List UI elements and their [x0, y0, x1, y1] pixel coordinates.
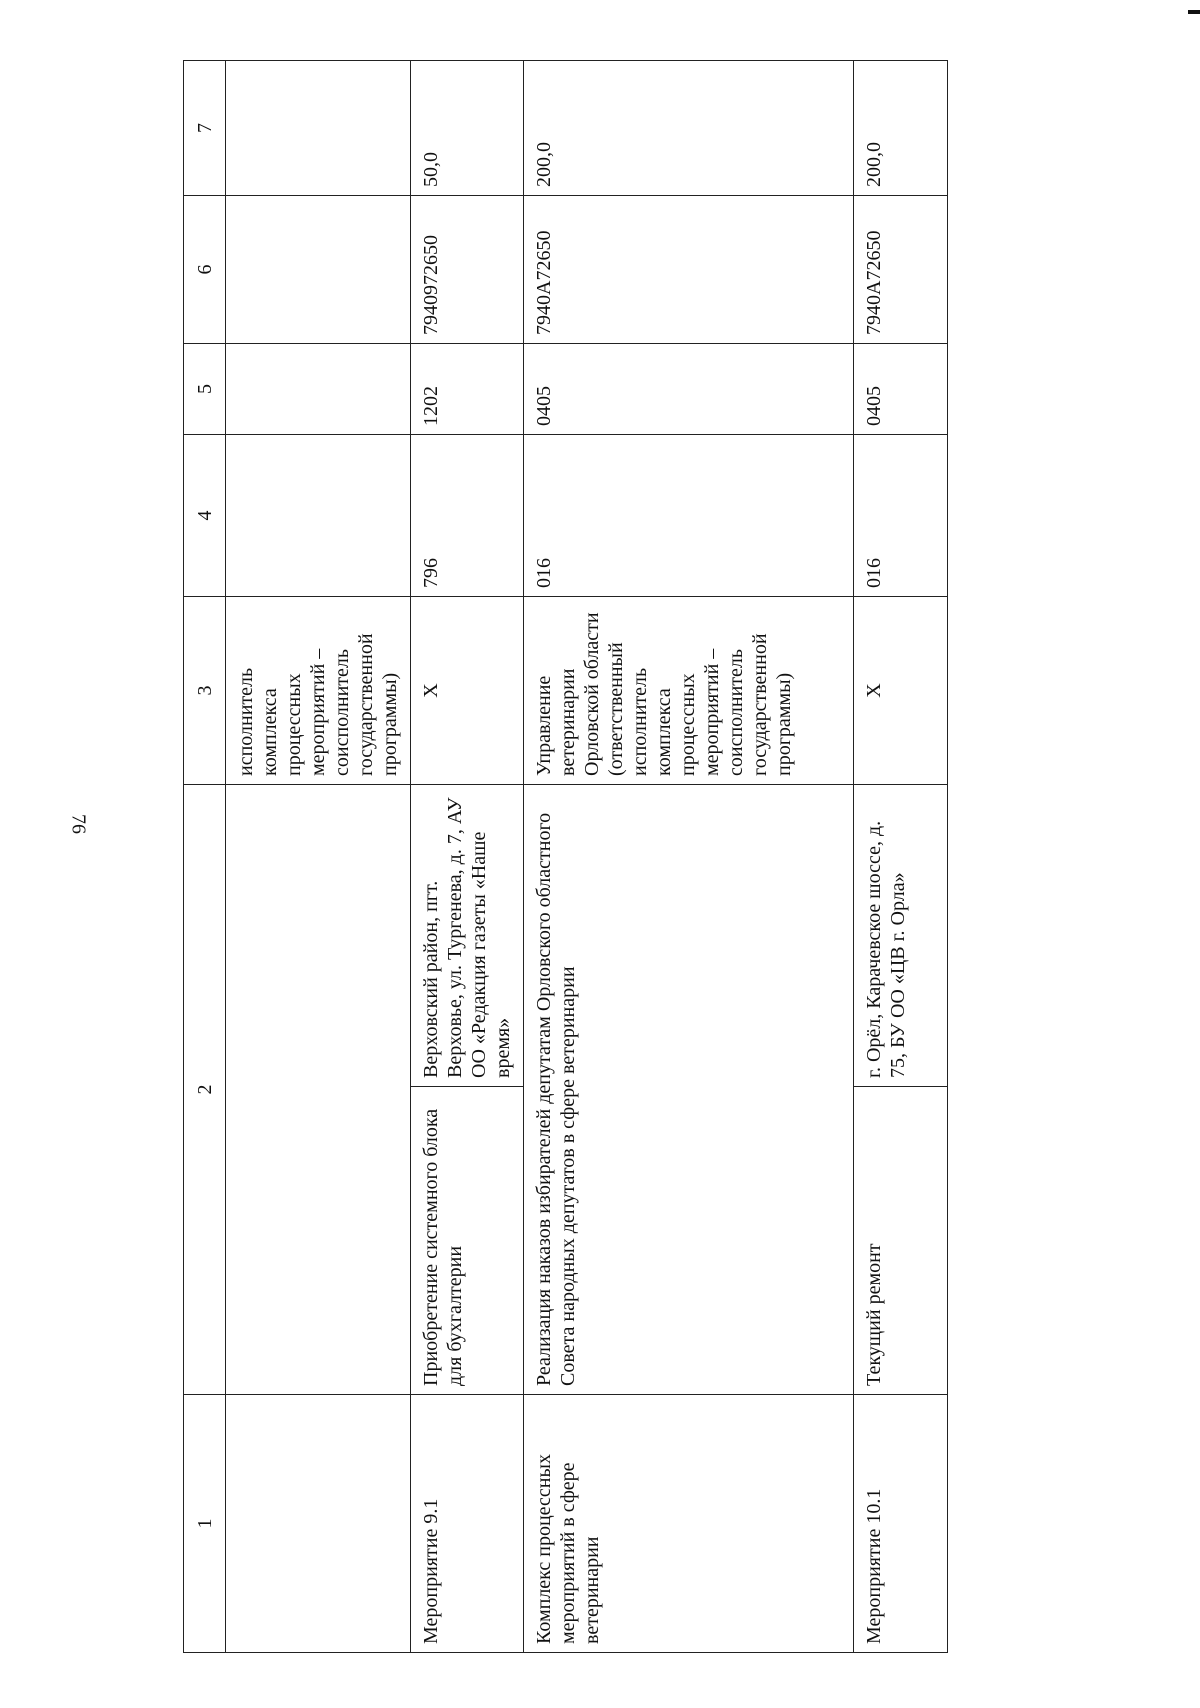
table-row [226, 61, 411, 1653]
header-row [184, 61, 226, 1653]
row4-col5: 0405 [854, 344, 948, 435]
row2-col2a: Приобретение системного блока для бухгалтерии [411, 1087, 524, 1395]
row2-col6: 7940972650 [411, 196, 524, 344]
table-row [524, 61, 854, 1653]
budget-table [183, 60, 948, 1653]
row1-col4 [226, 435, 411, 597]
row4-col7: 200,0 [854, 61, 948, 196]
row3-col4: 016 [524, 435, 854, 597]
header-col-1: 1 [184, 1395, 226, 1653]
header-col-5: 5 [184, 344, 226, 435]
header-col-6: 6 [184, 196, 226, 344]
row2-col1: Мероприятие 9.1 [411, 1395, 524, 1653]
row2-col2b: Верховский район, пгт. Верховье, ул. Тургенева, д. 7, АУ ОО «Редакция газеты «Наше время» [411, 785, 524, 1087]
header-col-7: 7 [184, 61, 226, 196]
row1-col2 [226, 785, 411, 1395]
rotated-table-container [183, 61, 935, 1653]
row2-col3: Х [411, 597, 524, 785]
row4-col4: 016 [854, 435, 948, 597]
scan-edge-mark [1188, 10, 1200, 14]
row1-col1 [226, 1395, 411, 1653]
row2-col5: 1202 [411, 344, 524, 435]
row4-col6: 7940А72650 [854, 196, 948, 344]
row3-col2: Реализация наказов избирателей депутатам Орловского областного Совета народных депутатов в сфере ветеринарии [524, 785, 854, 1395]
row1-col5 [226, 344, 411, 435]
row2-col7: 50,0 [411, 61, 524, 196]
header-col-4: 4 [184, 435, 226, 597]
row3-col6: 7940А72650 [524, 196, 854, 344]
row1-col3: исполнитель комплекса процессных мероприятий – соисполнитель государственной программы) [226, 597, 411, 785]
row4-col3: Х [854, 597, 948, 785]
header-col-3: 3 [184, 597, 226, 785]
row2-col4: 796 [411, 435, 524, 597]
row1-col6 [226, 196, 411, 344]
row4-col2b: г. Орёл, Карачевское шоссе, д. 75, БУ ОО «ЦВ г. Орла» [854, 785, 948, 1087]
header-col-2: 2 [184, 785, 226, 1395]
row3-col1: Комплекс процессных мероприятий в сфере ветеринарии [524, 1395, 854, 1653]
row4-col1: Мероприятие 10.1 [854, 1395, 948, 1653]
row3-col3: Управление ветеринарии Орловской области (ответственный исполнитель комплекса процессных мероприятий – соисполнитель государственной программы) [524, 597, 854, 785]
row3-col5: 0405 [524, 344, 854, 435]
row3-col7: 200,0 [524, 61, 854, 196]
table-row [854, 61, 948, 1653]
page-number: 76 [67, 814, 90, 834]
row1-col7 [226, 61, 411, 196]
row4-col2a: Текущий ремонт [854, 1087, 948, 1395]
table-row [411, 61, 524, 1653]
